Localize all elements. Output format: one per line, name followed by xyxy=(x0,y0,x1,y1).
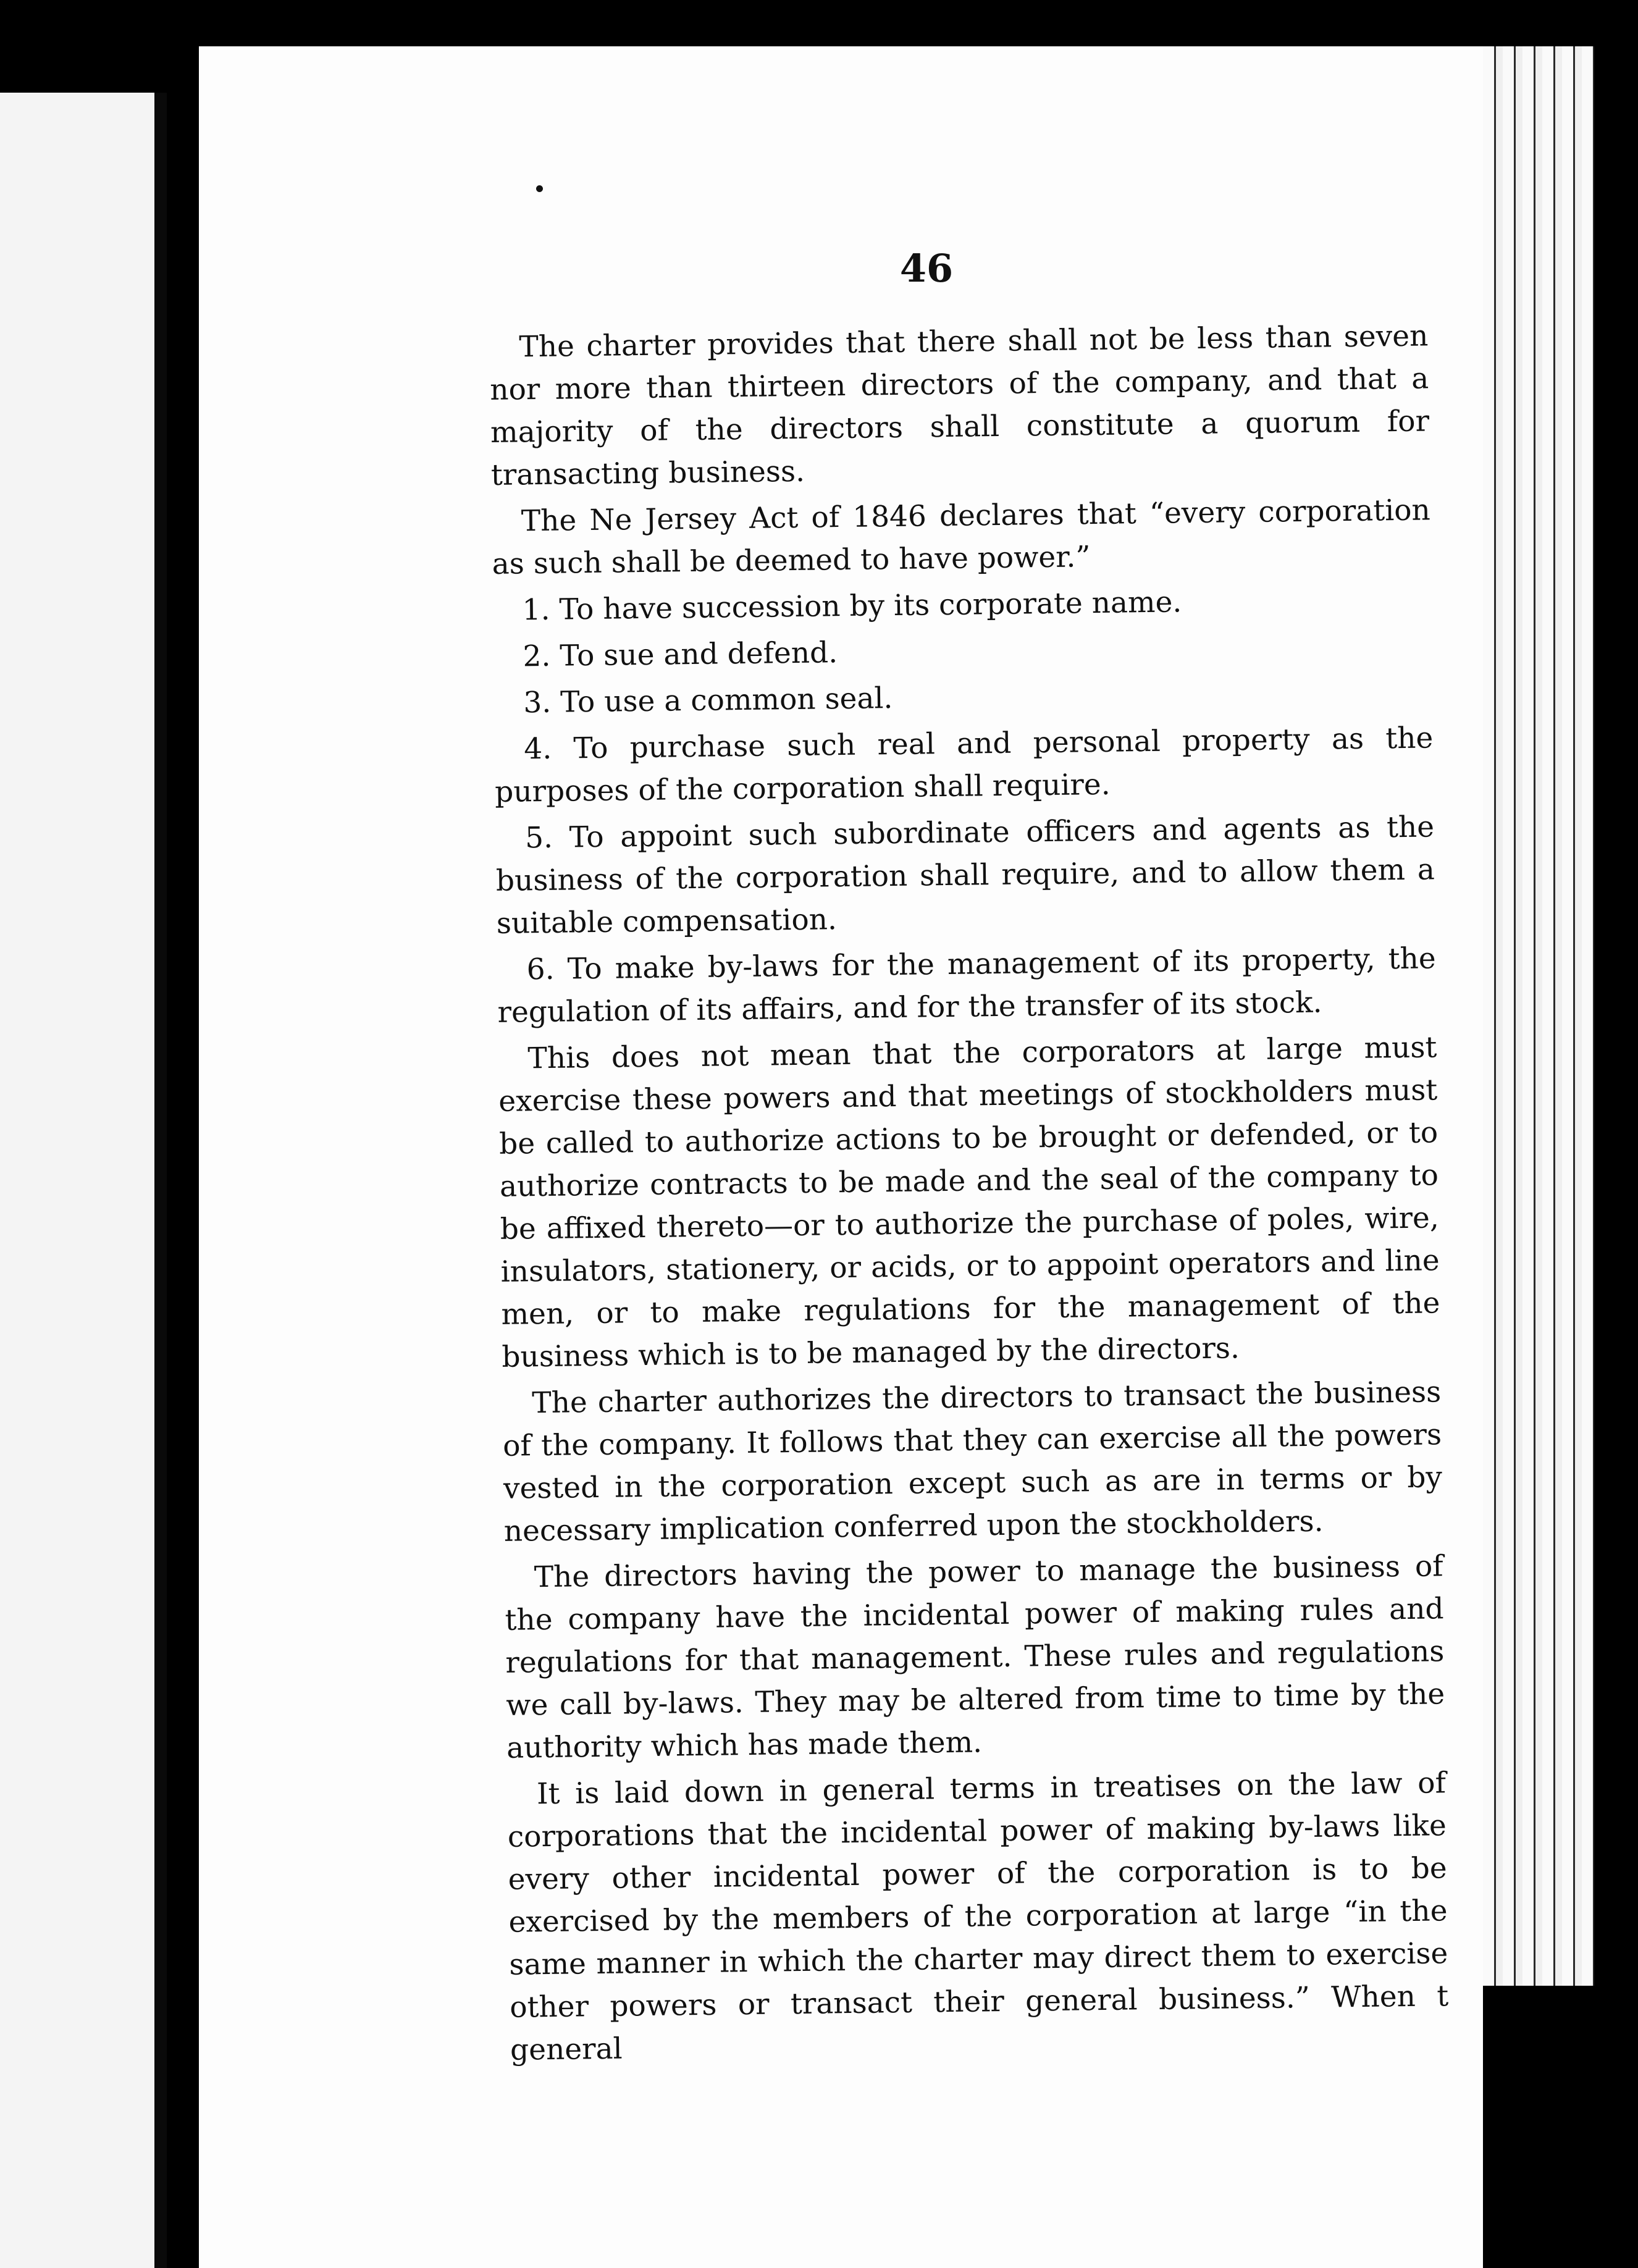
paragraph: It is laid down in general terms in treatises on the law of corporations that the incidental power of making by-laws like every other incidental power of the corporation is to be exercised by the members of the corporation at large “in the same manner in which the charter may direct them to exercise other powers or transact their general business.” When t general xyxy=(507,1766,1449,2067)
facing-page-edge xyxy=(0,93,154,2268)
paragraph: The charter authorizes the directors to transact the business of the company. It follows that they can exercise all the powers vested in the corporation except such as are in terms or by necessary implication conferred upon the stockholders. xyxy=(502,1375,1443,1548)
list-item: 4. To purchase such real and personal property as the purposes of the corporation shall require. xyxy=(494,721,1434,809)
page-body xyxy=(489,314,1449,2075)
paragraph: This does not mean that the corporators at large must exercise these powers and that meetings of stockholders must be called to authorize actions to be brought or defended, or to authorize contracts to be made and the seal of the company to be affixed thereto—or to authorize the purchase of poles, wire, insulators, stationery, or acids, or to appoint operators and line men, or to make regulations for the management of the business which is to be managed by the directors. xyxy=(498,1030,1440,1374)
list-item: 3. To use a common seal. xyxy=(523,681,893,720)
paragraph: The directors having the power to manage the business of the company have the incidental power of making rules and regulations for that management. These rules and regulations we call by-laws. They may be altered from time to time by the authority which has made them. xyxy=(505,1549,1445,1765)
list-item: 1. To have succession by its corporate name. xyxy=(522,585,1182,628)
paragraph: The Ne Jersey Act of 1846 declares that “every corporation as such shall be deemed to have power.” xyxy=(492,493,1431,581)
page-stack-edge xyxy=(1483,46,1594,1986)
list-item: 6. To make by-laws for the management of its property, the regulation of its affairs, and for the transfer of its stock. xyxy=(497,941,1436,1030)
scan-background xyxy=(1483,1986,1638,2268)
list-item: 5. To appoint such subordinate officers and agents as the business of the corporation shall require, and to allow them a suitable compensation. xyxy=(495,810,1435,941)
page-number: 46 xyxy=(899,246,954,291)
ink-mark xyxy=(536,185,543,192)
paragraph: The charter provides that there shall not be less than seven nor more than thirteen directors of the company, and that a majority of the directors shall constitute a quorum for transacting business. xyxy=(489,319,1430,492)
list-item: 2. To sue and defend. xyxy=(523,636,838,674)
book-gutter xyxy=(154,93,167,2268)
